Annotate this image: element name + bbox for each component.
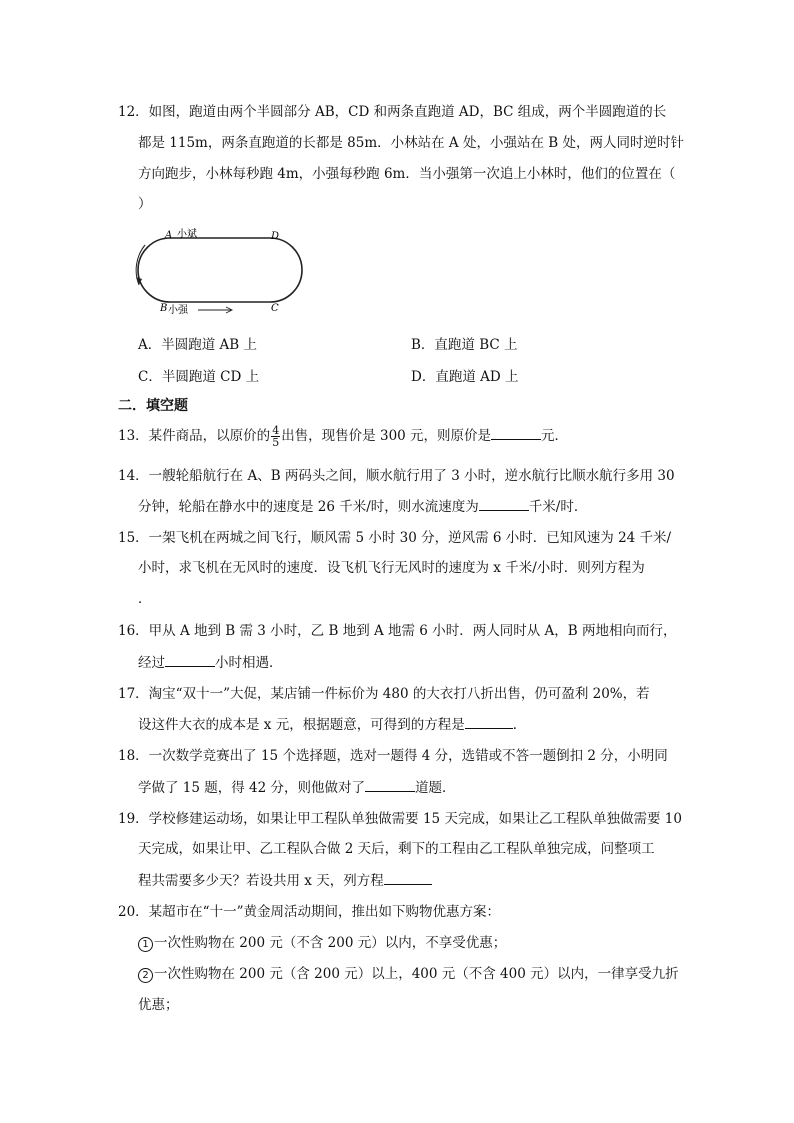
q20-item-1: [138, 933, 506, 953]
q19-line-3: [138, 870, 432, 891]
q12-option-c: C．半圆跑道 CD 上: [138, 369, 260, 385]
q16-text-before: 经过: [138, 655, 165, 671]
label-A: A: [165, 230, 173, 241]
q14-line-1: 14．一艘轮船航行在 A、B 两码头之间，顺水航行用了 3 小时，逆水航行比顺水航行多用 30: [118, 468, 675, 484]
q15-line-3: ．: [138, 591, 152, 607]
q17-answer-blank[interactable]: [465, 714, 513, 729]
q15-line-2: 小时，求飞机在无风时的速度．设飞机飞行无风时的速度为 x 千米/小时．则列方程为: [138, 560, 645, 576]
q20-line-1: 20．某超市在“十一”黄金周活动期间，推出如下购物优惠方案：: [118, 904, 500, 920]
q20-item-2-marker: 2: [138, 968, 153, 983]
q20-item-1-marker: 1: [138, 937, 153, 952]
track-diagram: [125, 225, 310, 320]
q13-fraction-numerator: 4: [272, 424, 280, 437]
q16-answer-blank[interactable]: [165, 652, 215, 667]
q16-text-after: 小时相遇．: [215, 655, 283, 671]
label-name-top: 小斌: [177, 229, 197, 240]
q13-line: [118, 425, 568, 448]
track-outline: [138, 238, 302, 302]
q20-item-1-text: 一次性购物在 200 元（不含 200 元）以内，不享受优惠；: [154, 935, 507, 951]
label-C: C: [271, 303, 279, 314]
label-D: D: [271, 231, 280, 242]
q12-line-4: ）: [138, 196, 152, 212]
q14-answer-blank[interactable]: [479, 496, 529, 511]
label-name-bottom: 小强: [168, 305, 188, 316]
q19-text-before: 程共需要多少天？若设共用 x 天，列方程: [138, 873, 384, 889]
q17-text-before: 设这件大衣的成本是 x 元，根据题意，可得到的方程是: [138, 717, 465, 733]
q13-text-after: 出售，现售价是 300 元，则原价是: [281, 428, 492, 444]
q15-line-1: 15．一架飞机在两城之间飞行，顺风需 5 小时 30 分，逆风需 6 小时．已知风速为 24 千米/: [118, 530, 672, 546]
q12-option-a: A．半圆跑道 AB 上: [138, 337, 258, 353]
q12-line-2: 都是 115m，两条直跑道的长都是 85m．小林站在 A 处，小强站在 B 处，两人同时逆时针: [138, 135, 684, 151]
q18-text-after: 道题．: [415, 780, 456, 796]
q13-text-before: 13．某件商品，以原价的: [118, 428, 271, 444]
q17-line-2: [138, 714, 526, 735]
q19-answer-blank[interactable]: [384, 870, 432, 885]
q12-option-b: B．直跑道 BC 上: [411, 337, 518, 353]
q20-item-2: [138, 964, 679, 984]
q16-line-2: [138, 652, 283, 673]
q12-line-1: 12．如图，跑道由两个半圆部分 AB，CD 和两条直跑道 AD，BC 组成，两个半圆跑道的长: [118, 104, 667, 120]
q19-line-2: 天完成，如果让甲、乙工程队合做 2 天后，剩下的工程由乙工程队单独完成，问整项工: [138, 841, 655, 857]
q13-fraction-denominator: 5: [272, 436, 280, 449]
section-heading-fill-in: 二．填空题: [118, 398, 188, 414]
q14-text-before: 分钟，轮船在静水中的速度是 26 千米/时，则水流速度为: [138, 499, 479, 515]
q17-line-1: 17．淘宝“双十一”大促，某店铺一件标价为 480 的大衣打八折出售，仍可盈利 20%，若: [118, 686, 650, 702]
q20-item-2-text: 一次性购物在 200 元（含 200 元）以上，400 元（不含 400 元）以内，一律享受九折: [154, 966, 679, 982]
q18-answer-blank[interactable]: [365, 777, 415, 792]
q14-line-2: [138, 496, 587, 517]
q13-fraction: [271, 425, 280, 448]
q20-item-2-continued: 优惠；: [138, 997, 179, 1013]
q12-option-d: D．直跑道 AD 上: [411, 369, 519, 385]
q16-line-1: 16．甲从 A 地到 B 需 3 小时，乙 B 地到 A 地需 6 小时．两人同时从 A，B 两地相向而行，: [118, 623, 677, 639]
q14-text-after: 千米/时．: [528, 499, 588, 515]
q17-text-after: ．: [512, 717, 527, 733]
label-B: B: [160, 303, 168, 314]
q13-text-end: 元．: [541, 428, 569, 444]
q19-line-1: 19．学校修建运动场，如果让甲工程队单独做需要 15 天完成，如果让乙工程队单独做需要 10: [118, 811, 682, 827]
q18-text-before: 学做了 15 题，得 42 分，则他做对了: [138, 780, 366, 796]
q12-line-3: 方向跑步，小林每秒跑 4m，小强每秒跑 6m．当小强第一次追上小林时，他们的位置在（: [138, 166, 676, 182]
q18-line-2: [138, 777, 456, 798]
q18-line-1: 18．一次数学竞赛出了 15 个选择题，选对一题得 4 分，选错或不答一题倒扣 2 分，小明同: [118, 748, 668, 764]
q13-answer-blank[interactable]: [491, 425, 541, 440]
